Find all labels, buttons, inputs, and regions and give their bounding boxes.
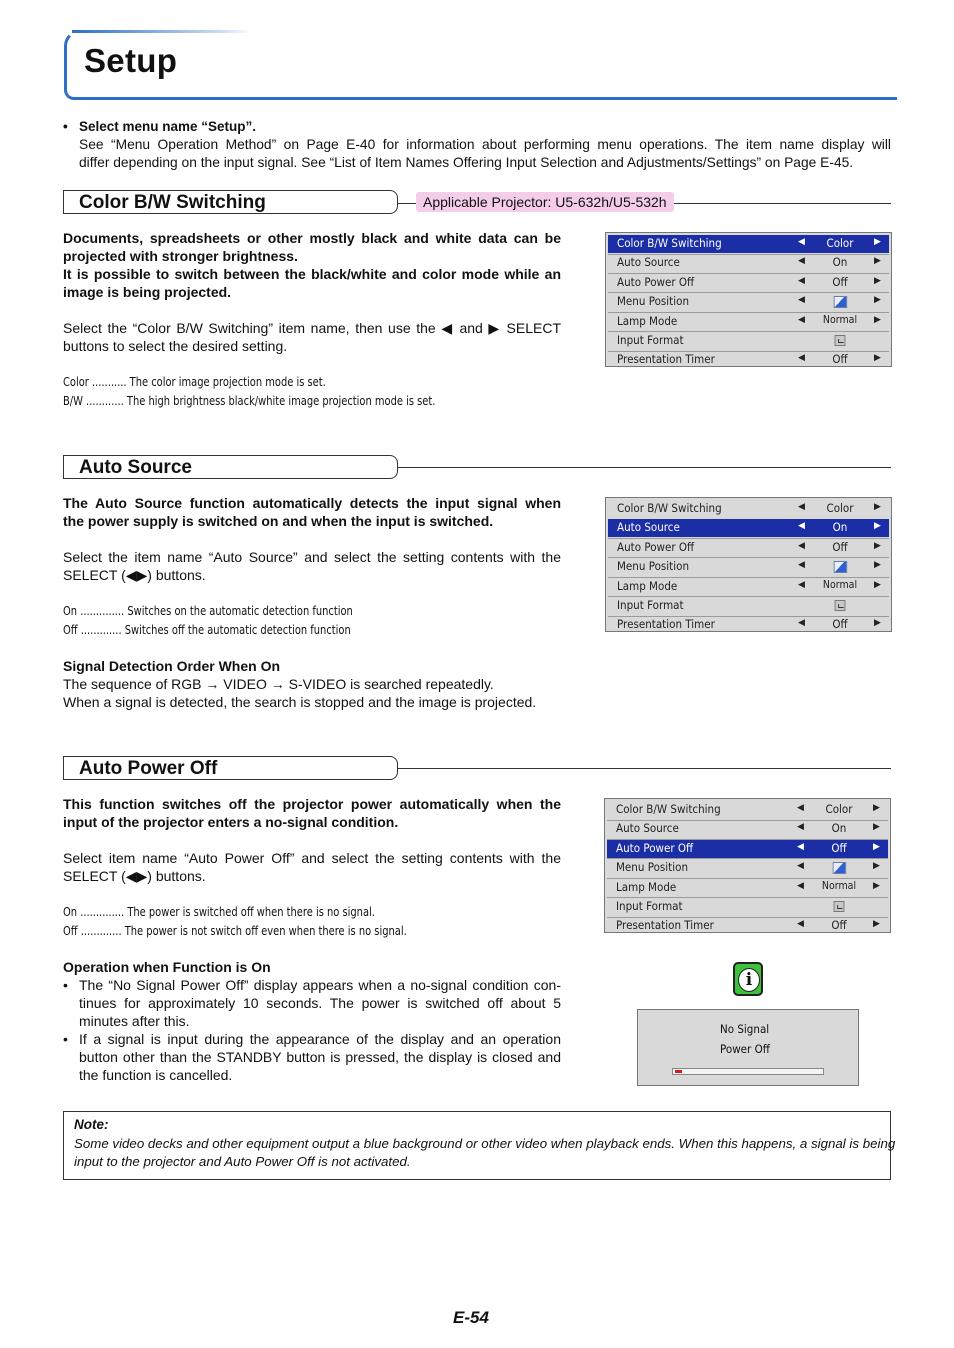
instruction-text: SELECT (◀▶) buttons. [63,567,206,583]
option-line: B/W ............ The high brightness black/white image projection mode is set. [63,393,436,408]
menu-row [608,500,889,518]
menu-item-label: Input Format [616,899,683,913]
right-arrow-icon: ▶ [873,822,880,833]
left-arrow-icon: ◀ [798,521,805,532]
menu-item-label: Lamp Mode [617,578,678,593]
menu-item-label: Auto Source [616,821,679,836]
intro-bullet: • [63,119,68,134]
menu-item-label: Auto Power Off [617,539,695,554]
menu-item-label: Presentation Timer [617,617,715,632]
left-arrow-icon: ◀ [798,540,805,551]
menu-row [608,578,889,596]
sub-text: The sequence of RGB → VIDEO → S-VIDEO is searched repeatedly. [63,676,494,692]
right-arrow-icon: ▶ [873,919,880,930]
menu-item-label: Auto Source [617,520,680,535]
bullet-text: button other than the STANDBY button is pressed, the display is closed and [79,1049,561,1065]
section-rule [396,467,891,468]
option-line: On .............. Switches on the automatic detection function [63,603,353,618]
no-signal-text: No Signal [720,1022,770,1036]
description-bold: It is possible to switch between the black/white and color mode while an [63,266,561,282]
menu-item-value: Off [832,274,848,289]
menu-item-label: Lamp Mode [616,879,677,894]
left-arrow-icon: ◀ [797,919,804,930]
option-line: Color ........... The color image projection mode is set. [63,374,326,389]
menu-item-value: Off [831,840,847,855]
right-arrow-icon: ▶ [874,314,881,325]
menu-row [608,254,889,272]
bullet-text: minutes after this. [79,1013,190,1029]
description-bold: the power supply is switched on and when the input is switched. [63,513,494,529]
option-line: Off ............. Switches off the automatic detection function [63,622,351,637]
menu-item-label: Auto Source [617,255,680,270]
left-arrow-icon: ◀ [798,275,805,286]
left-arrow-icon: ◀ [797,803,804,813]
option-line: On .............. The power is switched off when there is no signal. [63,904,375,919]
menu-row [608,597,889,615]
left-arrow-icon: ◀ [797,841,804,852]
menu-row [608,274,889,292]
right-arrow-icon: ▶ [874,540,881,551]
instruction-text: Select item name “Auto Power Off” and select the setting contents with the [63,850,561,866]
setup-menu-screenshot [604,798,891,933]
bullet-char: • [63,977,68,993]
menu-item-value: On [832,255,848,270]
right-arrow-icon: ▶ [873,803,880,813]
menu-row [608,616,889,634]
menu-item-value: Off [832,617,848,632]
right-arrow-icon: ▶ [873,861,880,872]
page-title: Setup [84,42,178,79]
menu-row [608,539,889,557]
menu-row [607,879,888,897]
sub-heading: Signal Detection Order When On [63,658,281,674]
input-format-icon [811,333,869,349]
menu-item-label: Menu Position [617,294,690,309]
menu-position-icon [810,860,868,877]
note-text: Some video decks and other equipment output a blue background or other video when playback ends. When this happens, a signal is being [74,1136,896,1151]
left-arrow-icon: ◀ [797,822,804,833]
bullet-text: tinues for approximately 10 seconds. The power is switched off about 5 [79,995,561,1011]
instruction-text: SELECT (◀▶) buttons. [63,868,206,884]
menu-item-label: Menu Position [617,559,690,574]
right-arrow-icon: ▶ [874,295,881,306]
menu-item-label: Color B/W Switching [617,236,722,250]
menu-item-value: On [831,821,847,836]
menu-row [607,898,888,916]
info-icon: i [733,962,763,996]
right-arrow-icon: ▶ [874,275,881,286]
left-arrow-icon: ◀ [798,314,805,325]
bullet-text: If a signal is input during the appearance of the display and an operation [79,1031,561,1047]
menu-item-label: Auto Power Off [616,840,694,855]
menu-row [608,332,889,350]
description-bold: input of the projector enters a no-signal condition. [63,814,399,830]
menu-item-value: Off [831,918,847,933]
left-arrow-icon: ◀ [798,618,805,629]
menu-row [608,235,889,253]
intro-heading: Select menu name “Setup”. [79,119,257,134]
menu-item-value: On [832,520,848,535]
title-frame [64,30,897,100]
sub-text: When a signal is detected, the search is stopped and the image is projected. [63,694,537,710]
instruction-text: Select the “Color B/W Switching” item name, then use the ◀ and ▶ SELECT [63,320,561,336]
section-heading-color-bw: Color B/W Switching [63,190,398,214]
setup-menu-screenshot [605,497,892,632]
right-arrow-icon: ▶ [874,579,881,590]
right-arrow-icon: ▶ [873,841,880,852]
menu-item-value: Color [826,501,854,515]
menu-item-value: Normal [821,879,857,892]
menu-position-icon [811,294,869,311]
menu-item-value: Off [832,352,848,367]
intro-line: differ depending on the input signal. See “List of Item Names Offering Input Selection and Adjustments/Settings” on Page E-45. [79,155,854,170]
note-text: input to the projector and Auto Power Off is not activated. [74,1154,411,1169]
menu-row [608,351,889,369]
section-heading-auto-source: Auto Source [63,455,398,479]
description-bold: image is being projected. [63,284,232,300]
section-heading-auto-power-off: Auto Power Off [63,756,398,780]
right-arrow-icon: ▶ [874,237,881,247]
right-arrow-icon: ▶ [874,521,881,532]
right-arrow-icon: ▶ [874,618,881,629]
no-signal-progress-fill [675,1070,682,1073]
left-arrow-icon: ◀ [798,353,805,364]
menu-position-icon [811,559,869,576]
power-off-text: Power Off [720,1042,770,1056]
menu-item-value: Normal [822,578,858,591]
applicable-projector-badge: Applicable Projector: U5-632h/U5-532h [416,192,674,212]
sub-heading: Operation when Function is On [63,959,271,975]
menu-item-label: Lamp Mode [617,313,678,328]
left-arrow-icon: ◀ [798,579,805,590]
menu-row [608,519,889,537]
right-arrow-icon: ▶ [874,353,881,364]
menu-item-label: Auto Power Off [617,274,695,289]
menu-row [607,917,888,935]
right-arrow-icon: ▶ [874,502,881,512]
menu-row [608,293,889,311]
no-signal-progress-bar [672,1068,824,1075]
menu-item-label: Color B/W Switching [617,501,722,515]
description-bold: projected with stronger brightness. [63,248,298,264]
menu-item-label: Menu Position [616,860,689,875]
left-arrow-icon: ◀ [797,880,804,891]
left-arrow-icon: ◀ [798,237,805,247]
menu-item-value: Color [826,236,854,250]
menu-item-value: Off [832,539,848,554]
instruction-text: buttons to select the desired setting. [63,338,288,354]
left-arrow-icon: ◀ [798,560,805,571]
menu-item-value: Normal [822,313,858,326]
right-arrow-icon: ▶ [874,256,881,267]
menu-row [607,801,888,819]
menu-item-label: Presentation Timer [617,352,715,367]
instruction-text: Select the item name “Auto Source” and select the setting contents with the [63,549,561,565]
right-arrow-icon: ▶ [874,560,881,571]
page-number: E-54 [453,1308,489,1327]
intro-line: See “Menu Operation Method” on Page E-40 for information about performing menu operations. The item name display will [79,137,891,152]
title-accent-line [72,30,252,33]
setup-menu-screenshot [605,232,892,367]
left-arrow-icon: ◀ [798,295,805,306]
menu-row [608,558,889,576]
bullet-char: • [63,1031,68,1047]
description-bold: Documents, spreadsheets or other mostly black and white data can be [63,230,561,246]
left-arrow-icon: ◀ [798,502,805,512]
menu-item-value: Color [825,802,853,816]
section-rule [396,768,891,769]
menu-item-label: Presentation Timer [616,918,714,933]
left-arrow-icon: ◀ [797,861,804,872]
menu-item-label: Input Format [617,598,684,612]
input-format-icon [810,899,868,915]
menu-item-label: Input Format [617,333,684,347]
menu-row [607,820,888,838]
description-bold: This function switches off the projector power automatically when the [63,796,561,812]
menu-row [607,840,888,858]
note-label: Note: [74,1117,109,1132]
input-format-icon [811,598,869,614]
bullet-text: the function is cancelled. [79,1067,233,1083]
menu-row [607,859,888,877]
left-arrow-icon: ◀ [798,256,805,267]
right-arrow-icon: ▶ [873,880,880,891]
bullet-text: The “No Signal Power Off” display appears when a no-signal condition con- [79,977,561,993]
menu-row [608,313,889,331]
description-bold: The Auto Source function automatically detects the input signal when [63,495,561,511]
option-line: Off ............. The power is not switch off even when there is no signal. [63,923,407,938]
menu-item-label: Color B/W Switching [616,802,721,816]
